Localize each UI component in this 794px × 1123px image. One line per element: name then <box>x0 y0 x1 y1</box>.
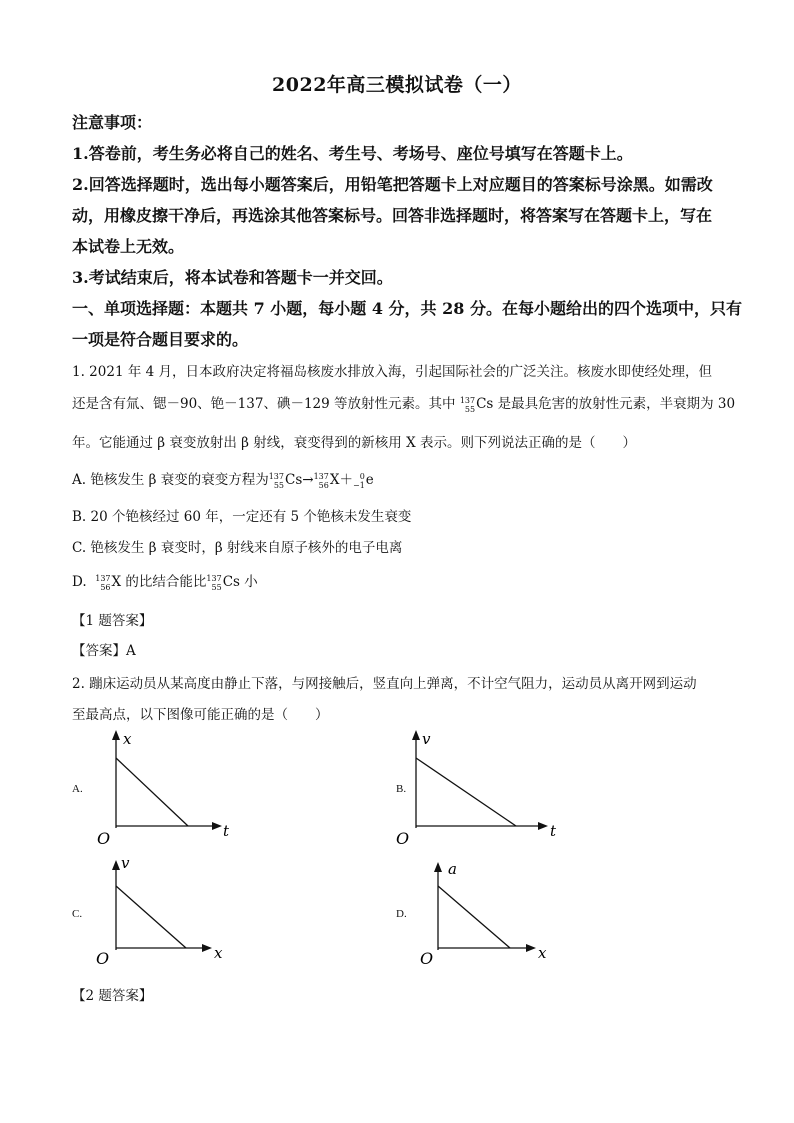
q1-line-2b: Cs 是最具危害的放射性元素，半衰期为 30 <box>476 396 736 412</box>
graph-d-x-label: x <box>538 944 547 962</box>
notice-item-2-line-2: 动，用橡皮擦干净后，再选涂其他答案标号。回答非选择题时，将答案写在答题卡上，写在 <box>72 206 713 225</box>
graph-b-label: B. <box>396 783 407 795</box>
notice-item-2-line-1: 2.回答选择题时，选出每小题答案后，用铅笔把答题卡上对应题目的答案标号涂黑。如需改 <box>72 175 713 194</box>
q2-line-1: 2. 蹦床运动员从某高度由静止下落，与网接触后，竖直向上弹离，不计空气阻力，运动员从离开网到运动 <box>72 676 697 692</box>
q1-option-b: B. 20 个铯核经过 60 年，一定还有 5 个铯核未发生衰变 <box>72 509 412 525</box>
q1-option-c: C. 铯核发生 β 衰变时，β 射线来自原子核外的电子电离 <box>72 540 403 556</box>
q1-line-2a: 还是含有氚、锶－90、铯－137、碘－129 等放射性元素。其中 <box>72 396 456 412</box>
graph-a-y-label: x <box>123 730 132 748</box>
graph-c <box>92 852 242 972</box>
q1-option-a: A. 铯核发生 β 衰变的衰变方程为 137 55 Cs→ 137 56 X＋ 0 −1 e <box>72 471 374 490</box>
q1-line-1: 1. 2021 年 4 月，日本政府决定将福岛核废水排放入海，引起国际社会的广泛关注。核废水即使经处理，但 <box>72 364 712 380</box>
q1-answer-tag: 【1 题答案】 <box>72 613 153 629</box>
graph-b <box>392 728 567 848</box>
graph-b-x-label: t <box>550 822 557 840</box>
graph-d-label: D. <box>396 908 407 920</box>
section1-line-2: 一项是符合题目要求的。 <box>72 330 249 349</box>
graph-a-label: A. <box>72 783 83 795</box>
q1-answer: 【答案】A <box>72 643 136 659</box>
notice-item-2-line-3: 本试卷上无效。 <box>72 237 185 256</box>
graph-c-origin: O <box>96 949 110 968</box>
q1-line-3: 年。它能通过 β 衰变放射出 β 射线，衰变得到的新核用 X 表示。则下列说法正确的是（ ） <box>72 435 636 451</box>
graph-d-origin: O <box>420 949 434 968</box>
graph-c-y-label: v <box>121 854 130 872</box>
graph-b-origin: O <box>396 829 410 848</box>
notice-heading: 注意事项： <box>72 113 153 132</box>
q1-line-2 <box>72 392 736 414</box>
graph-d-y-label: a <box>448 860 457 878</box>
notice-item-1: 1.答卷前，考生务必将自己的姓名、考生号、考场号、座位号填写在答题卡上。 <box>72 144 633 163</box>
graph-b-y-label: v <box>422 730 431 748</box>
graph-c-x-label: x <box>214 944 223 962</box>
q2-answer-tag: 【2 题答案】 <box>72 988 153 1004</box>
graph-d <box>416 856 566 971</box>
graph-c-label: C. <box>72 908 83 920</box>
notice-item-3: 3.考试结束后，将本试卷和答题卡一并交回。 <box>72 268 393 287</box>
graph-a <box>92 728 242 848</box>
graph-a-origin: O <box>97 829 111 848</box>
q2-line-2: 至最高点，以下图像可能正确的是（ ） <box>72 707 329 723</box>
q1-option-d: D. 137 56 X 的比结合能比 137 55 Cs 小 <box>72 573 258 592</box>
cs-nuclide: 137 55 <box>459 395 476 414</box>
page-title: 2022年高三模拟试卷（一） <box>272 74 522 96</box>
section1-line-1: 一、单项选择题：本题共 7 小题，每小题 4 分，共 28 分。在每小题给出的四个选项中，只有 <box>72 299 742 318</box>
graph-a-x-label: t <box>223 822 230 840</box>
